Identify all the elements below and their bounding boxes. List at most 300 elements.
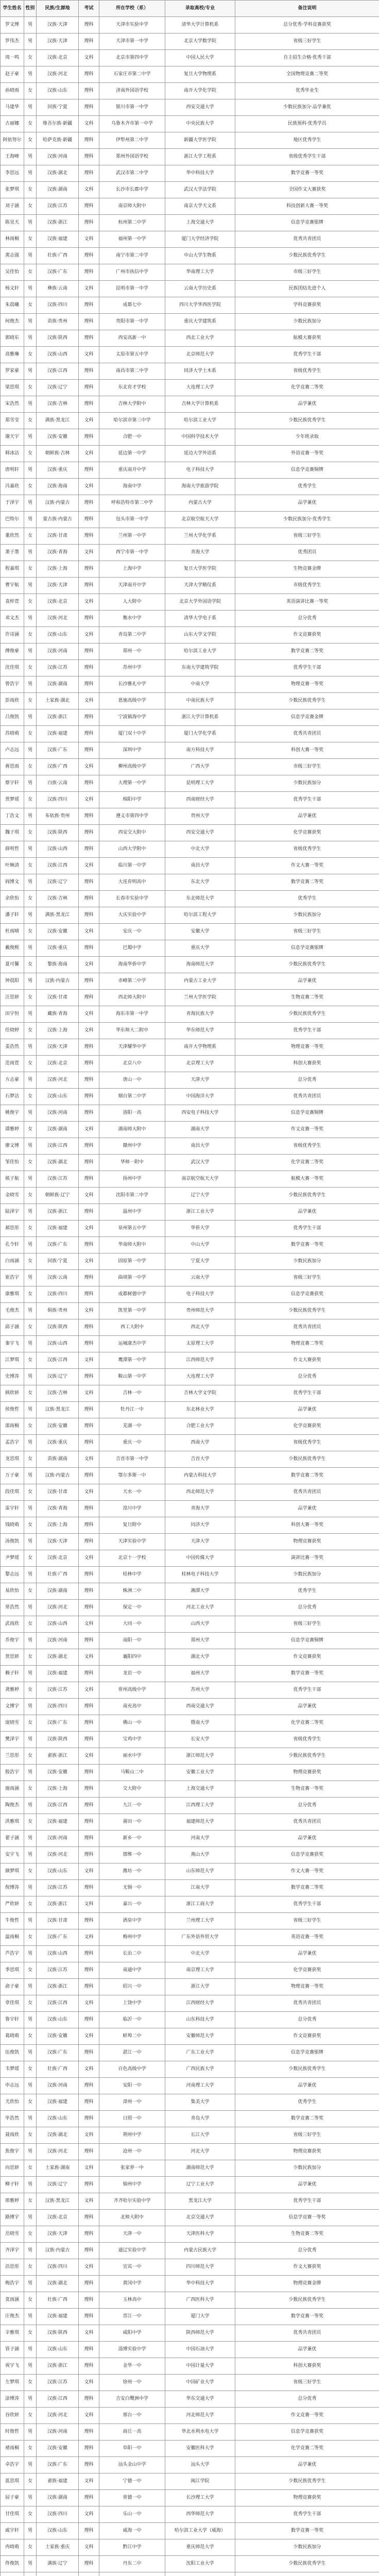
cell-school: 吉林一中 <box>99 1385 165 1402</box>
cell-gender: 男 <box>24 363 37 380</box>
cell-admitted-to: 云南大学 <box>165 1270 235 1286</box>
cell-name: 钟晨阳 <box>1 973 24 990</box>
cell-gender: 男 <box>24 1534 37 1550</box>
cell-note: 总分优秀 <box>235 1369 379 1385</box>
cell-admitted-to: 桂林电子科技大学 <box>165 1567 235 1583</box>
table-row <box>1 413 379 429</box>
cell-name: 文博宇 <box>1 1699 24 1715</box>
cell-gender: 女 <box>24 1286 37 1303</box>
cell-exam-type: 理科 <box>79 1435 99 1451</box>
cell-name: 申志远 <box>1 2078 24 2094</box>
cell-name: 杨文轩 <box>1 281 24 297</box>
cell-note: 品学兼优 <box>235 396 379 413</box>
cell-origin: 汉族·辽宁 <box>37 380 79 396</box>
cell-school: 青岛第二中学 <box>99 627 165 643</box>
cell-admitted-to: 河南理工大学 <box>165 2078 235 2094</box>
cell-admitted-to: 中央民族大学 <box>165 116 235 132</box>
cell-gender: 女 <box>24 1962 37 1979</box>
cell-origin: 汉族·山西 <box>37 1336 79 1352</box>
cell-exam-type: 理科 <box>79 825 99 841</box>
cell-school: 哈尔滨市第三中学 <box>99 413 165 429</box>
cell-gender: 男 <box>24 1171 37 1188</box>
cell-admitted-to: 电子科技大学 <box>165 1286 235 1303</box>
cell-note: 数学竞赛一等奖 <box>235 165 379 182</box>
cell-admitted-to: 河南大学 <box>165 1831 235 1847</box>
cell-note: 优秀学生干部 <box>235 1896 379 1913</box>
cell-origin: 苗族·贵州 <box>37 314 79 330</box>
cell-name: 杜雨晴 <box>1 924 24 940</box>
cell-name: 黄志强 <box>1 248 24 264</box>
cell-gender: 男 <box>24 2309 37 2325</box>
cell-note: 品学兼优 <box>235 1204 379 1221</box>
table-row <box>1 709 379 726</box>
cell-origin: 汉族·天津 <box>37 1534 79 1550</box>
cell-gender: 女 <box>24 1649 37 1666</box>
cell-school: 宜宾一中 <box>99 2259 165 2276</box>
cell-note: 信息学竞赛银牌 <box>235 2045 379 2061</box>
cell-name: 焦俊宇 <box>1 2144 24 2160</box>
cell-exam-type: 理科 <box>79 1946 99 1962</box>
cell-name: 牛俊哲 <box>1 1913 24 1929</box>
cell-exam-type: 理科 <box>79 1979 99 1995</box>
cell-name: 吕俊凯 <box>1 709 24 726</box>
cell-admitted-to: 中山大学 <box>165 1237 235 1253</box>
cell-note: 化学竞赛二等奖 <box>235 1715 379 1732</box>
cell-origin: 汉族·河南 <box>37 643 79 660</box>
cell-admitted-to: 厦门大学经济学院 <box>165 231 235 248</box>
cell-exam-type: 理科 <box>79 990 99 1006</box>
cell-school: 西工大附中 <box>99 1319 165 1336</box>
cell-origin: 汉族·北京 <box>37 594 79 611</box>
cell-school: 西安交大附中 <box>99 825 165 841</box>
cell-school: 蚌埠二中 <box>99 2028 165 2045</box>
cell-note: 品学兼优 <box>235 1831 379 1847</box>
cell-admitted-to: 天津大学 <box>165 1534 235 1550</box>
cell-school: 南京师大附中 <box>99 198 165 215</box>
cell-gender: 女 <box>24 891 37 907</box>
cell-origin: 满族·辽宁 <box>37 2556 79 2572</box>
table-row <box>1 1666 379 1682</box>
cell-note: 少数民族加分 <box>235 1567 379 1583</box>
cell-gender: 男 <box>24 2391 37 2408</box>
cell-gender: 男 <box>24 2243 37 2259</box>
cell-note: 少数民族优秀学生 <box>235 248 379 264</box>
cell-exam-type: 理科 <box>79 1699 99 1715</box>
cell-origin: 黎族·海南 <box>37 957 79 973</box>
cell-exam-type: 理科 <box>79 198 99 215</box>
cell-origin: 汉族·甘肃 <box>37 990 79 1006</box>
cell-gender: 男 <box>24 1039 37 1056</box>
cell-note: 生物竞赛二等奖 <box>235 2226 379 2243</box>
cell-name: 岳晓雪 <box>1 2226 24 2243</box>
cell-gender: 女 <box>24 380 37 396</box>
cell-name: 常浩然 <box>1 1600 24 1616</box>
cell-admitted-to: 内蒙古工业大学 <box>165 973 235 990</box>
cell-exam-type: 理科 <box>79 149 99 165</box>
cell-exam-type: 理科 <box>79 1880 99 1896</box>
table-row <box>1 314 379 330</box>
table-row <box>1 1204 379 1221</box>
table-row <box>1 1550 379 1567</box>
cell-name: 邓文杰 <box>1 611 24 627</box>
table-row <box>1 1880 379 1896</box>
cell-origin: 汉族·山西 <box>37 1946 79 1962</box>
cell-note: 优秀团员 <box>235 545 379 561</box>
cell-exam-type: 理科 <box>79 1089 99 1105</box>
cell-admitted-to: 福州大学 <box>165 1666 235 1682</box>
cell-school: 黔江中学 <box>99 2539 165 2556</box>
cell-name: 朱晨曦 <box>1 297 24 314</box>
cell-exam-type: 理科 <box>79 1798 99 1814</box>
cell-admitted-to: 中北大学 <box>165 841 235 858</box>
cell-school: 银川市第一中学 <box>99 99 165 116</box>
column-header-gender: 性别 <box>24 1 37 17</box>
table-row <box>1 1896 379 1913</box>
cell-exam-type: 文科 <box>79 1385 99 1402</box>
table-row <box>1 1583 379 1600</box>
cell-note: 品学兼优 <box>235 2078 379 2094</box>
cell-gender: 男 <box>24 1567 37 1583</box>
cell-gender: 男 <box>24 2556 37 2572</box>
cell-origin: 汉族·安徽 <box>37 924 79 940</box>
cell-name: 余欣怡 <box>1 891 24 907</box>
cell-gender: 女 <box>24 182 37 198</box>
cell-note: 优秀共青团员 <box>235 1089 379 1105</box>
cell-gender: 男 <box>24 1732 37 1748</box>
cell-school: 荆州中学 <box>99 2127 165 2144</box>
cell-gender: 女 <box>24 1550 37 1567</box>
cell-origin: 汉族·广东 <box>37 264 79 281</box>
cell-note: 总分优秀·学科竞赛获奖 <box>235 17 379 33</box>
cell-school: 苏州中学 <box>99 660 165 676</box>
cell-note: 生物竞赛一等奖 <box>235 1781 379 1798</box>
cell-gender: 女 <box>24 1863 37 1880</box>
cell-school: 邢台一中 <box>99 2408 165 2424</box>
cell-name: 屈子豪 <box>1 2490 24 2506</box>
cell-school: 潍坊一中 <box>99 1863 165 1880</box>
cell-note: 信息学竞赛获奖 <box>235 1847 379 1863</box>
cell-gender: 女 <box>24 2441 37 2457</box>
cell-admitted-to: 安徽大学 <box>165 924 235 940</box>
cell-gender: 男 <box>24 1699 37 1715</box>
cell-admitted-to: 广西大学 <box>165 759 235 775</box>
cell-origin: 汉族·山东 <box>37 627 79 643</box>
cell-name: 古丽娜 <box>1 116 24 132</box>
cell-school: 安庆一中 <box>99 924 165 940</box>
cell-note: 少数民族加分·品学兼优 <box>235 99 379 116</box>
cell-name: 巴特尔 <box>1 512 24 528</box>
table-row <box>1 2144 379 2160</box>
cell-note: 信息学竞赛铜牌 <box>235 1633 379 1649</box>
cell-exam-type: 文科 <box>79 479 99 495</box>
cell-name: 田宇恒 <box>1 1006 24 1023</box>
cell-name: 郑雪莹 <box>1 413 24 429</box>
table-row <box>1 2424 379 2441</box>
cell-origin: 汉族·湖南 <box>37 1583 79 1600</box>
cell-exam-type: 文科 <box>79 1550 99 1567</box>
cell-name: 邱子涵 <box>1 1319 24 1336</box>
cell-admitted-to: 辽宁工业大学 <box>165 2177 235 2193</box>
cell-school: 佛山一中 <box>99 1715 165 1732</box>
cell-origin: 汉族·江西 <box>37 1798 79 1814</box>
cell-name: 王海峰 <box>1 149 24 165</box>
cell-exam-type: 理科 <box>79 1319 99 1336</box>
table-row <box>1 1633 379 1649</box>
cell-note: 省级三好学生 <box>235 1270 379 1286</box>
table-row <box>1 1534 379 1550</box>
cell-admitted-to: 广西民族大学 <box>165 2061 235 2078</box>
cell-origin: 汉族·湖北 <box>37 165 79 182</box>
cell-note: 少数民族优秀学生 <box>235 693 379 709</box>
cell-admitted-to: 江西理工大学 <box>165 1798 235 1814</box>
cell-gender: 女 <box>24 2127 37 2144</box>
cell-gender: 女 <box>24 1616 37 1633</box>
cell-gender: 女 <box>24 627 37 643</box>
cell-origin: 汉族·吉林 <box>37 1385 79 1402</box>
table-row <box>1 693 379 709</box>
cell-note: 省级优秀学生 <box>235 363 379 380</box>
cell-origin: 汉族·安徽 <box>37 2028 79 2045</box>
cell-note: 优秀共青团员 <box>235 1484 379 1501</box>
cell-school: 大连育明高中 <box>99 874 165 891</box>
cell-gender: 男 <box>24 1237 37 1253</box>
cell-school: 襄阳四中 <box>99 1649 165 1666</box>
cell-origin: 汉族·山东 <box>37 2012 79 2028</box>
cell-gender: 女 <box>24 50 37 66</box>
cell-note: 优秀学生干部 <box>235 2506 379 2523</box>
table-row <box>1 2111 379 2127</box>
cell-name: 高雅琳 <box>1 347 24 363</box>
cell-school: 吉安白鹭洲中学 <box>99 2391 165 2408</box>
cell-name: 郭晓东 <box>1 330 24 347</box>
table-row <box>1 1831 379 1847</box>
cell-admitted-to: 青岛大学 <box>165 2111 235 2127</box>
cell-exam-type: 文科 <box>79 924 99 940</box>
table-row <box>1 1814 379 1831</box>
cell-admitted-to: 中国计量大学 <box>165 2358 235 2375</box>
cell-name: 陈昊天 <box>1 215 24 231</box>
cell-gender: 女 <box>24 1418 37 1435</box>
cell-name: 殷浩宇 <box>1 1765 24 1781</box>
cell-school: 沧州一中 <box>99 2144 165 2160</box>
table-row <box>1 2177 379 2193</box>
cell-school: 鄂尔多斯一中 <box>99 1468 165 1484</box>
cell-name: 章佳琪 <box>1 1995 24 2012</box>
cell-gender: 男 <box>24 2490 37 2506</box>
cell-gender: 男 <box>24 1501 37 1517</box>
cell-origin: 彝族·云南 <box>37 281 79 297</box>
cell-gender: 男 <box>24 2523 37 2539</box>
cell-note: 科创大赛获奖 <box>235 2358 379 2375</box>
table-row <box>1 281 379 297</box>
cell-note: 生物竞赛二等奖 <box>235 990 379 1006</box>
table-row <box>1 2127 379 2144</box>
cell-exam-type: 理科 <box>79 973 99 990</box>
cell-name: 林雨桐 <box>1 231 24 248</box>
cell-gender: 男 <box>24 396 37 413</box>
cell-school: 日照一中 <box>99 2111 165 2127</box>
cell-school: 宝鸡中学 <box>99 1732 165 1748</box>
cell-name: 温雨桐 <box>1 1929 24 1946</box>
cell-admitted-to: 厦门大学 <box>165 2309 235 2325</box>
cell-admitted-to: 山东大学文学院 <box>165 627 235 643</box>
table-row <box>1 907 379 924</box>
cell-gender: 女 <box>24 1896 37 1913</box>
cell-exam-type: 理科 <box>79 611 99 627</box>
cell-exam-type: 理科 <box>79 2078 99 2094</box>
cell-name: 白雨涵 <box>1 1253 24 1270</box>
cell-name: 雷宇轩 <box>1 1501 24 1517</box>
table-row <box>1 1188 379 1204</box>
cell-note: 学科竞赛获奖 <box>235 297 379 314</box>
cell-origin: 苗族·湖南 <box>37 1451 79 1468</box>
cell-exam-type: 文科 <box>79 116 99 132</box>
table-row <box>1 50 379 66</box>
cell-gender: 男 <box>24 512 37 528</box>
table-row <box>1 1616 379 1633</box>
cell-name: 蒋思雨 <box>1 759 24 775</box>
cell-exam-type: 理科 <box>79 1732 99 1748</box>
table-row <box>1 330 379 347</box>
cell-exam-type: 理科 <box>79 742 99 759</box>
cell-name: 孟浩宇 <box>1 1435 24 1451</box>
cell-admitted-to: 中国科学技术大学 <box>165 429 235 446</box>
cell-origin: 汉族·河南 <box>37 149 79 165</box>
cell-exam-type: 文科 <box>79 545 99 561</box>
table-row <box>1 1732 379 1748</box>
table-row <box>1 1369 379 1385</box>
cell-origin: 汉族·山东 <box>37 1089 79 1105</box>
cell-exam-type: 理科 <box>79 1517 99 1534</box>
cell-exam-type: 理科 <box>79 660 99 676</box>
cell-name: 陶俊杰 <box>1 1798 24 1814</box>
cell-origin: 汉族·辽宁 <box>37 1369 79 1385</box>
cell-exam-type: 理科 <box>79 1567 99 1583</box>
cell-origin: 汉族·湖南 <box>37 1122 79 1138</box>
cell-gender: 女 <box>24 1814 37 1831</box>
cell-gender: 男 <box>24 1204 37 1221</box>
cell-gender: 女 <box>24 759 37 775</box>
table-row <box>1 1122 379 1138</box>
cell-gender: 女 <box>24 1715 37 1732</box>
table-row <box>1 891 379 907</box>
table-row <box>1 2259 379 2276</box>
cell-note: 优秀学生干部 <box>235 347 379 363</box>
table-row <box>1 1501 379 1517</box>
cell-admitted-to: 浙江师范大学 <box>165 1748 235 1765</box>
cell-note: 省级三好学生 <box>235 2375 379 2391</box>
cell-note: 外语竞赛一等奖 <box>235 446 379 462</box>
cell-name: 程嘉琪 <box>1 561 24 578</box>
cell-admitted-to: 安徽医科大学 <box>165 2441 235 2457</box>
cell-origin: 汉族·湖北 <box>37 2276 79 2292</box>
cell-name: 曹宇航 <box>1 578 24 594</box>
cell-note: 少数民族优秀学生 <box>235 1451 379 1468</box>
cell-origin: 汉族·河北 <box>37 1847 79 1863</box>
table-row <box>1 1979 379 1995</box>
table-row <box>1 1138 379 1155</box>
cell-gender: 女 <box>24 825 37 841</box>
cell-gender: 女 <box>24 264 37 281</box>
cell-exam-type: 理科 <box>79 215 99 231</box>
cell-note: 少数民族优秀学生 <box>235 2292 379 2309</box>
cell-gender: 男 <box>24 2210 37 2226</box>
cell-school: 鹰潭第一中学 <box>99 1352 165 1369</box>
cell-exam-type: 文科 <box>79 1748 99 1765</box>
cell-exam-type: 理科 <box>79 1847 99 1863</box>
cell-name: 邢雅婷 <box>1 2193 24 2210</box>
cell-gender: 女 <box>24 413 37 429</box>
cell-note: 少数民族加分 <box>235 775 379 792</box>
cell-admitted-to: 湖北大学 <box>165 1649 235 1666</box>
cell-name: 李思远 <box>1 165 24 182</box>
cell-name: 樊泽宇 <box>1 1732 24 1748</box>
cell-exam-type: 文科 <box>79 446 99 462</box>
table-row <box>1 1352 379 1369</box>
cell-name: 沈佳琪 <box>1 660 24 676</box>
cell-name: 苏晓萌 <box>1 726 24 742</box>
cell-school: 广州市执信中学 <box>99 264 165 281</box>
cell-admitted-to: 西南财经大学 <box>165 792 235 808</box>
cell-origin: 汉族·广东 <box>37 2457 79 2473</box>
cell-origin: 汉族·江西 <box>37 1352 79 1369</box>
cell-exam-type: 理科 <box>79 1155 99 1171</box>
cell-name: 何俊杰 <box>1 314 24 330</box>
cell-admitted-to: 中山大学生物系 <box>165 248 235 264</box>
cell-exam-type: 文科 <box>79 858 99 874</box>
cell-gender: 女 <box>24 2473 37 2490</box>
table-row <box>1 2160 379 2177</box>
cell-note: 化学竞赛获奖 <box>235 1962 379 1979</box>
cell-origin: 汉族·吉林 <box>37 396 79 413</box>
cell-school: 包头市第一中学 <box>99 512 165 528</box>
cell-note: 物理竞赛一等奖 <box>235 1039 379 1056</box>
cell-admitted-to: 中国矿业大学 <box>165 2375 235 2391</box>
cell-origin: 畲族·福建 <box>37 2473 79 2490</box>
cell-note: 物理竞赛金牌 <box>235 2276 379 2292</box>
cell-gender: 男 <box>24 1880 37 1896</box>
cell-school: 临沂一中 <box>99 2012 165 2028</box>
cell-exam-type: 理科 <box>79 33 99 50</box>
cell-note: 科创大赛获奖 <box>235 1056 379 1072</box>
cell-exam-type: 文科 <box>79 1188 99 1204</box>
cell-gender: 男 <box>24 1402 37 1418</box>
cell-school: 鞍山第一中学 <box>99 1369 165 1385</box>
cell-note: 品学兼优 <box>235 1402 379 1418</box>
cell-name: 卓浩宇 <box>1 2457 24 2473</box>
cell-school: 复旦附中 <box>99 1517 165 1534</box>
cell-note: 作文竞赛一等奖 <box>235 2408 379 2424</box>
cell-school: 湟川中学 <box>99 1501 165 1517</box>
cell-school: 通辽实验中学 <box>99 2243 165 2259</box>
cell-note: 省级优秀学生 <box>235 1732 379 1748</box>
cell-note: 英语演讲比赛一等奖 <box>235 594 379 611</box>
cell-school: 兰州第一中学 <box>99 528 165 545</box>
cell-note: 品学兼优 <box>235 2457 379 2473</box>
cell-exam-type: 理科 <box>79 2226 99 2243</box>
table-row <box>1 512 379 528</box>
cell-origin: 汉族·北京 <box>37 50 79 66</box>
table-row <box>1 2045 379 2061</box>
cell-origin: 汉族·山东 <box>37 83 79 99</box>
cell-name: 钱晓萌 <box>1 1517 24 1534</box>
cell-exam-type: 文科 <box>79 1995 99 2012</box>
cell-note: 品学兼优 <box>235 495 379 512</box>
cell-origin: 汉族·安徽 <box>37 2441 79 2457</box>
table-row <box>1 561 379 578</box>
cell-origin: 汉族·江西 <box>37 1995 79 2012</box>
cell-note: 优秀共青团员 <box>235 231 379 248</box>
